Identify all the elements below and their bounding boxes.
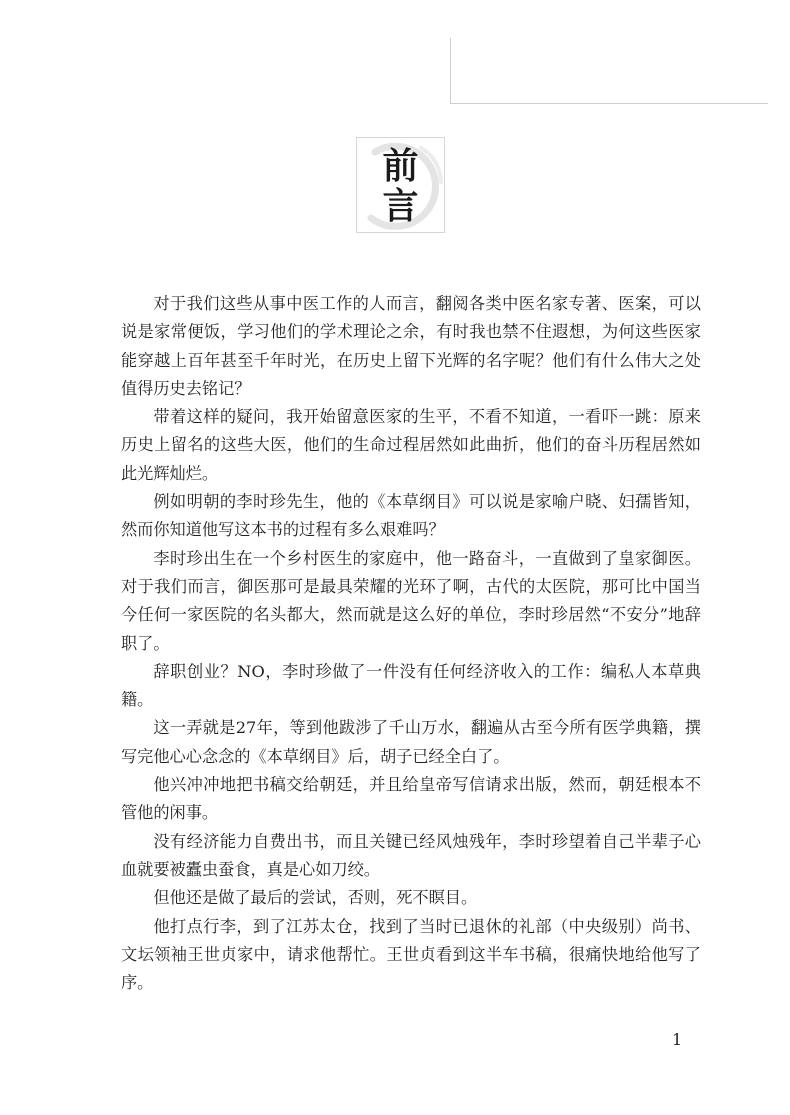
- body-text: [121, 290, 701, 997]
- paragraph: 例如明朝的李时珍先生，他的《本草纲目》可以说是家喻户晓、妇孺皆知，然而你知道他写这本书的过程有多么艰难吗？: [121, 492, 701, 540]
- chapter-title-box: [356, 137, 445, 233]
- paragraph: 没有经济能力自费出书，而且关键已经风烛残年，李时珍望着自己半辈子心血就要被蠹虫蚕食，真是心如刀绞。: [121, 831, 701, 879]
- chapter-title-char: 言: [382, 185, 419, 227]
- corner-rule-horizontal: [450, 103, 768, 104]
- paragraph: 李时珍出生在一个乡村医生的家庭中，他一路奋斗，一直做到了皇家御医。对于我们而言，御医那可是最具荣耀的光环了啊，古代的太医院，那可比中国当今任何一家医院的名头都大，然而就是这么好的单位，李时珍居然“不安分”地辞职了。: [121, 548, 701, 653]
- paragraph: 辞职创业？NO，李时珍做了一件没有任何经济收入的工作：编私人本草典籍。: [121, 661, 701, 710]
- paragraph: 带着这样的疑问，我开始留意医家的生平，不看不知道，一看吓一跳：原来历史上留名的这些大医，他们的生命过程居然如此曲折，他们的奋斗历程居然如此光辉灿烂。: [121, 407, 701, 483]
- paragraph: 对于我们这些从事中医工作的人而言，翻阅各类中医名家专著、医案，可以说是家常便饭，学习他们的学术理论之余，有时我也禁不住遐想，为何这些医家能穿越上百年甚至千年时光，在历史上留下光辉的名字呢？他们有什么伟大之处值得历史去铭记？: [121, 294, 701, 398]
- page-number: 1: [672, 1030, 683, 1049]
- paragraph: 他打点行李，到了江苏太仓，找到了当时已退休的礼部（中央级别）尚书、文坛领袖王世贞家中，请求他帮忙。王世贞看到这半车书稿，很痛快地给他写了序。: [121, 916, 701, 993]
- paragraph: 他兴冲冲地把书稿交给朝廷，并且给皇帝写信请求出版，然而，朝廷根本不管他的闲事。: [121, 775, 701, 823]
- corner-rule-vertical: [450, 38, 451, 104]
- paragraph: 这一弄就是27年，等到他跋涉了千山万水，翻遍从古至今所有医学典籍，撰写完他心心念念的《本草纲目》后，胡子已经全白了。: [121, 718, 701, 766]
- chapter-title-char: 前: [382, 145, 419, 187]
- chapter-title: [357, 146, 444, 226]
- paragraph: 但他还是做了最后的尝试，否则，死不瞑目。: [153, 888, 478, 908]
